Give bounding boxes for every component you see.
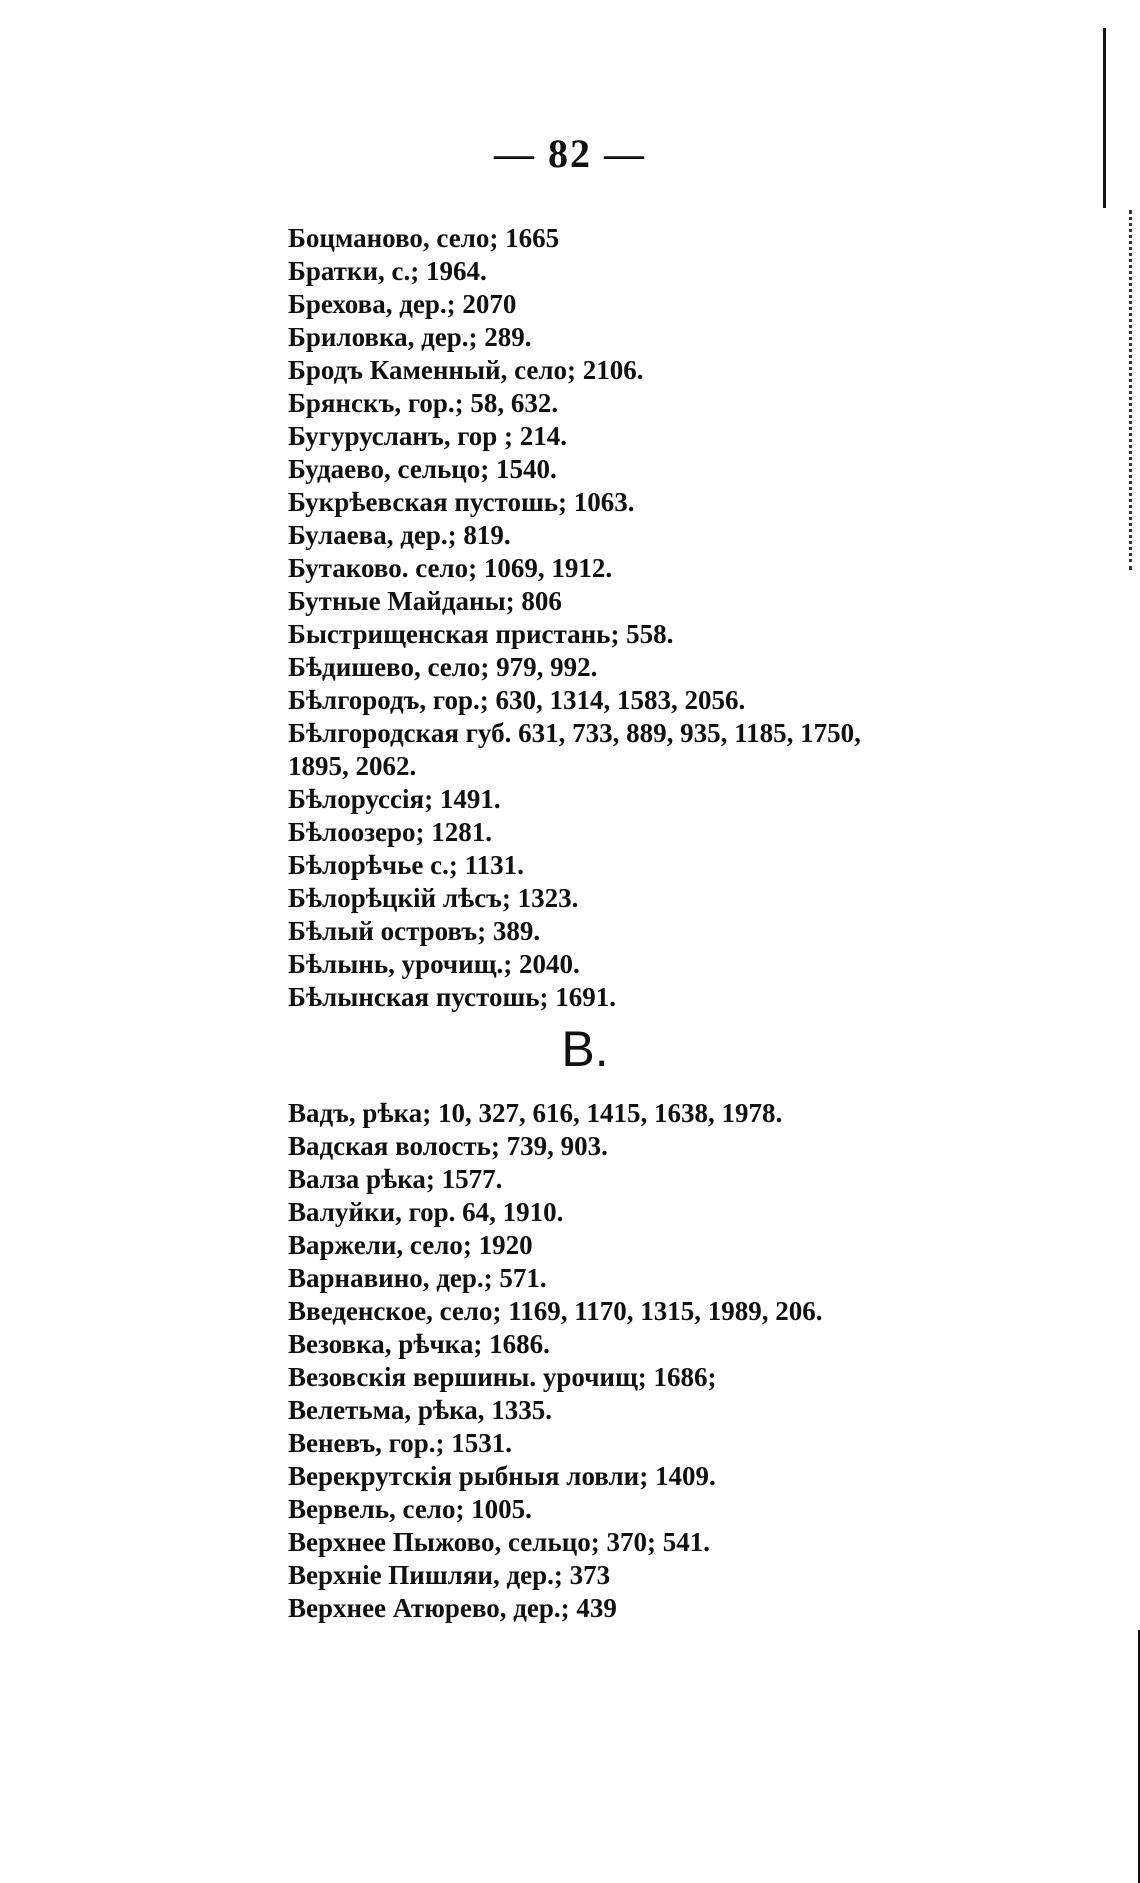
index-entry: Брянскъ, гор.; 58, 632. bbox=[288, 388, 559, 418]
index-entry: Верхніе Пишляи, дер.; 373 bbox=[288, 1560, 611, 1590]
index-entry: Бѣлорѣчье с.; 1131. bbox=[288, 850, 524, 880]
adjacent-page-edge bbox=[1129, 210, 1140, 570]
index-entry: Булаева, дер.; 819. bbox=[288, 520, 511, 550]
index-entry: Верекрутскія рыбныя ловли; 1409. bbox=[288, 1461, 716, 1491]
index-entry: Валза рѣка; 1577. bbox=[288, 1164, 503, 1194]
index-entry: Введенское, село; 1169, 1170, 1315, 1989, 206. bbox=[288, 1296, 823, 1326]
index-entry: Быстрищенская пристань; 558. bbox=[288, 619, 674, 649]
index-entry: Бѣлоруссія; 1491. bbox=[288, 784, 501, 814]
index-entry: Бугурусланъ, гор ; 214. bbox=[288, 421, 568, 451]
index-entry: Верхнее Атюрево, дер.; 439 bbox=[288, 1593, 617, 1623]
index-entry: Будаево, сельцо; 1540. bbox=[288, 454, 557, 484]
index-entry: Бѣлгородъ, гор.; 630, 1314, 1583, 2056. bbox=[288, 685, 746, 715]
index-entry: Валуйки, гор. 64, 1910. bbox=[288, 1197, 564, 1227]
index-entry: Бродъ Каменный, село; 2106. bbox=[288, 355, 644, 385]
index-entry: Бѣлынская пустошь; 1691. bbox=[288, 982, 617, 1012]
index-entry: Бѣлорѣцкій лѣсъ; 1323. bbox=[288, 883, 579, 913]
index-entry: Бѣдишево, село; 979, 992. bbox=[288, 652, 598, 682]
page-number: — 82 — bbox=[494, 131, 646, 176]
index-entry: Бриловка, дер.; 289. bbox=[288, 322, 532, 352]
index-entry: Везовскія вершины. урочищ; 1686; bbox=[288, 1362, 717, 1392]
section-heading: В. bbox=[561, 1021, 609, 1077]
index-entry: Верхнее Пыжово, сельцо; 370; 541. bbox=[288, 1527, 711, 1557]
index-entry: Братки, с.; 1964. bbox=[288, 256, 487, 286]
index-entry: Вервель, село; 1005. bbox=[288, 1494, 532, 1524]
index-entry: Бѣлый островъ; 389. bbox=[288, 916, 541, 946]
index-entry: Бѣлоозеро; 1281. bbox=[288, 817, 493, 847]
index-entry: Варнавино, дер.; 571. bbox=[288, 1263, 547, 1293]
index-entry: Варжели, село; 1920 bbox=[288, 1230, 533, 1260]
index-entry: Бутные Майданы; 806 bbox=[288, 586, 562, 616]
margin-rule-top bbox=[1103, 28, 1106, 208]
index-section-b bbox=[288, 222, 861, 1014]
index-entry: Веневъ, гор.; 1531. bbox=[288, 1428, 513, 1458]
index-entry: Вадская волость; 739, 903. bbox=[288, 1131, 608, 1161]
index-entry-continuation: 1895, 2062. bbox=[288, 751, 417, 781]
index-entry: Везовка, рѣчка; 1686. bbox=[288, 1329, 550, 1359]
index-entry: Букрѣевская пустошь; 1063. bbox=[288, 487, 635, 517]
index-section-v bbox=[288, 1097, 823, 1625]
index-entry: Велетьма, рѣка, 1335. bbox=[288, 1395, 552, 1425]
index-entry: Бутаково. село; 1069, 1912. bbox=[288, 553, 613, 583]
index-entry: Вадъ, рѣка; 10, 327, 616, 1415, 1638, 1978. bbox=[288, 1098, 783, 1128]
index-entry: Бѣлынь, урочищ.; 2040. bbox=[288, 949, 580, 979]
index-entry: Боцманово, село; 1665 bbox=[288, 223, 560, 253]
index-entry: Брехова, дер.; 2070 bbox=[288, 289, 517, 319]
index-entry: Бѣлгородская губ. 631, 733, 889, 935, 1185, 1750, bbox=[288, 718, 861, 748]
